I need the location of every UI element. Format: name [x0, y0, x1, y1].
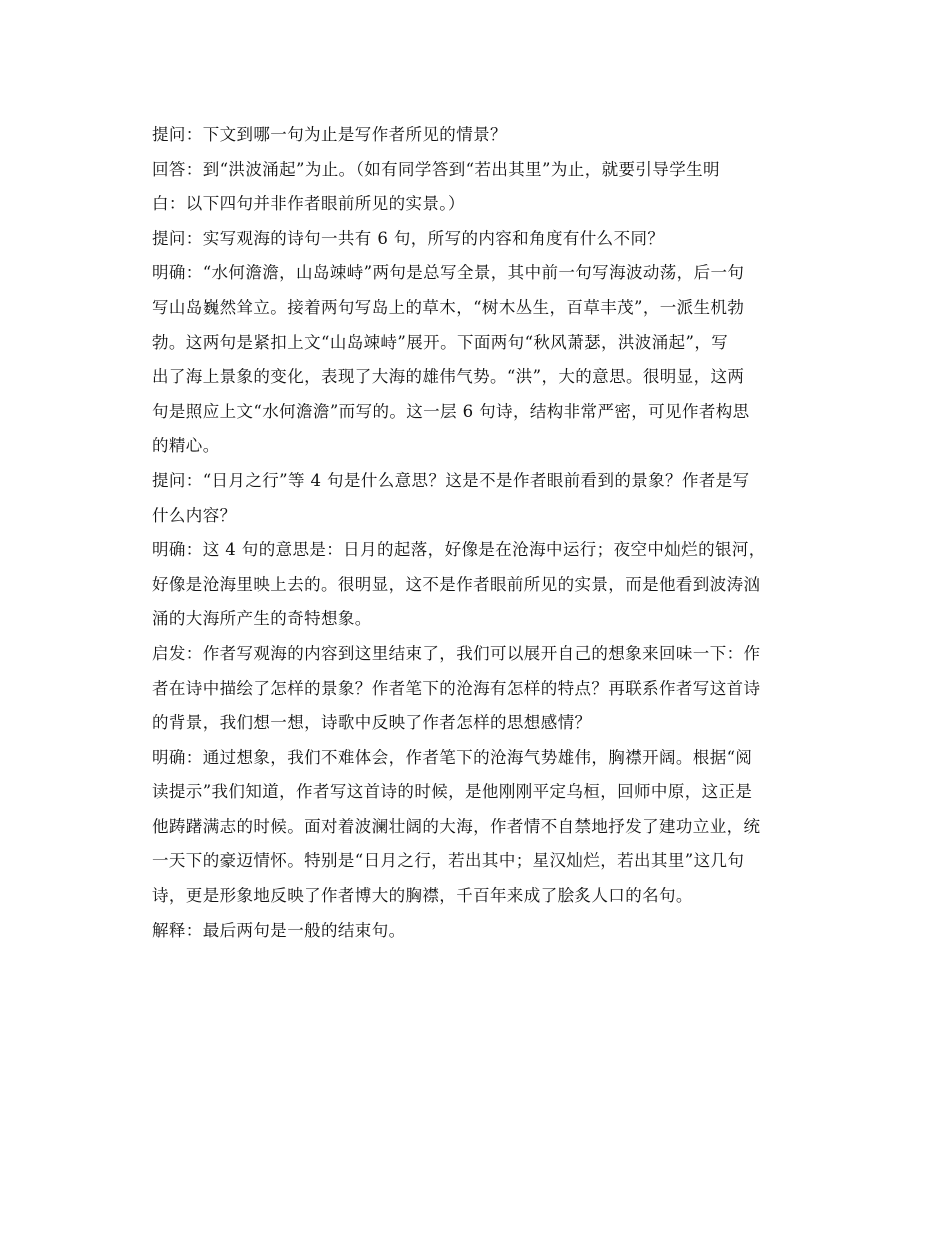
text-line: 的精心。: [152, 436, 220, 456]
text-line: 提问：下文到哪一句为止是写作者所见的情景？: [152, 125, 507, 144]
text-line: 写山岛巍然耸立。接着两句写岛上的草木，“树木丛生，百草丰茂”，一派生机勃: [152, 297, 745, 317]
text-line: 提问：“日月之行”等 4 句是什么意思？这是不是作者眼前看到的景象？作者是写: [152, 470, 750, 490]
text-line: 提问：实写观海的诗句一共有 6 句，所写的内容和角度有什么不同？: [152, 228, 665, 248]
document-body: [152, 118, 802, 948]
text-line: 明确：通过想象，我们不难体会，作者笔下的沧海气势雄伟，胸襟开阔。根据“阅: [152, 747, 753, 767]
text-line: 一天下的豪迈情怀。特别是“日月之行，若出其中；星汉灿烂，若出其里”这几句: [152, 851, 745, 871]
text-line: 诗，更是形象地反映了作者博大的胸襟，千百年来成了脍炙人口的名句。: [152, 886, 693, 906]
text-line: 读提示”我们知道，作者写这首诗的时候，是他刚刚平定乌桓，回师中原，这正是: [152, 782, 753, 802]
text-line: 什么内容？: [152, 505, 237, 525]
text-line: 涌的大海所产生的奇特想象。: [152, 609, 372, 629]
text-line: 者在诗中描绘了怎样的景象？作者笔下的沧海有怎样的特点？再联系作者写这首诗: [152, 678, 761, 698]
text-line: 启发：作者写观海的内容到这里结束了，我们可以展开自己的想象来回味一下：作: [152, 643, 761, 663]
text-line: 他踌躇满志的时候。面对着波澜壮阔的大海，作者情不自禁地抒发了建功立业，统: [152, 816, 761, 836]
text-line: 回答：到“洪波涌起”为止。（如有同学答到“若出其里”为止，就要引导学生明: [152, 159, 720, 179]
text-line: 出了海上景象的变化，表现了大海的雄伟气势。“洪”，大的意思。很明显，这两: [152, 367, 745, 387]
text-line: 勃。这两句是紧扣上文“山岛竦峙”展开。下面两句“秋风萧瑟，洪波涌起”，写: [152, 332, 729, 352]
text-line: 明确：“水何澹澹，山岛竦峙”两句是总写全景，其中前一句写海波动荡，后一句: [152, 263, 745, 283]
text-line: 句是照应上文“水何澹澹”而写的。这一层 6 句诗，结构非常严密，可见作者构思: [152, 401, 750, 421]
text-line: 的背景，我们想一想，诗歌中反映了作者怎样的思想感情？: [152, 713, 592, 733]
text-line: 解释：最后两句是一般的结束句。: [152, 920, 406, 940]
text-line: 好像是沧海里映上去的。很明显，这不是作者眼前所见的实景，而是他看到波涛汹: [152, 574, 761, 594]
text-line: 白：以下四句并非作者眼前所见的实景。）: [152, 194, 465, 214]
text-line: 明确：这 4 句的意思是：日月的起落，好像是在沧海中运行；夜空中灿烂的银河，: [152, 540, 766, 560]
